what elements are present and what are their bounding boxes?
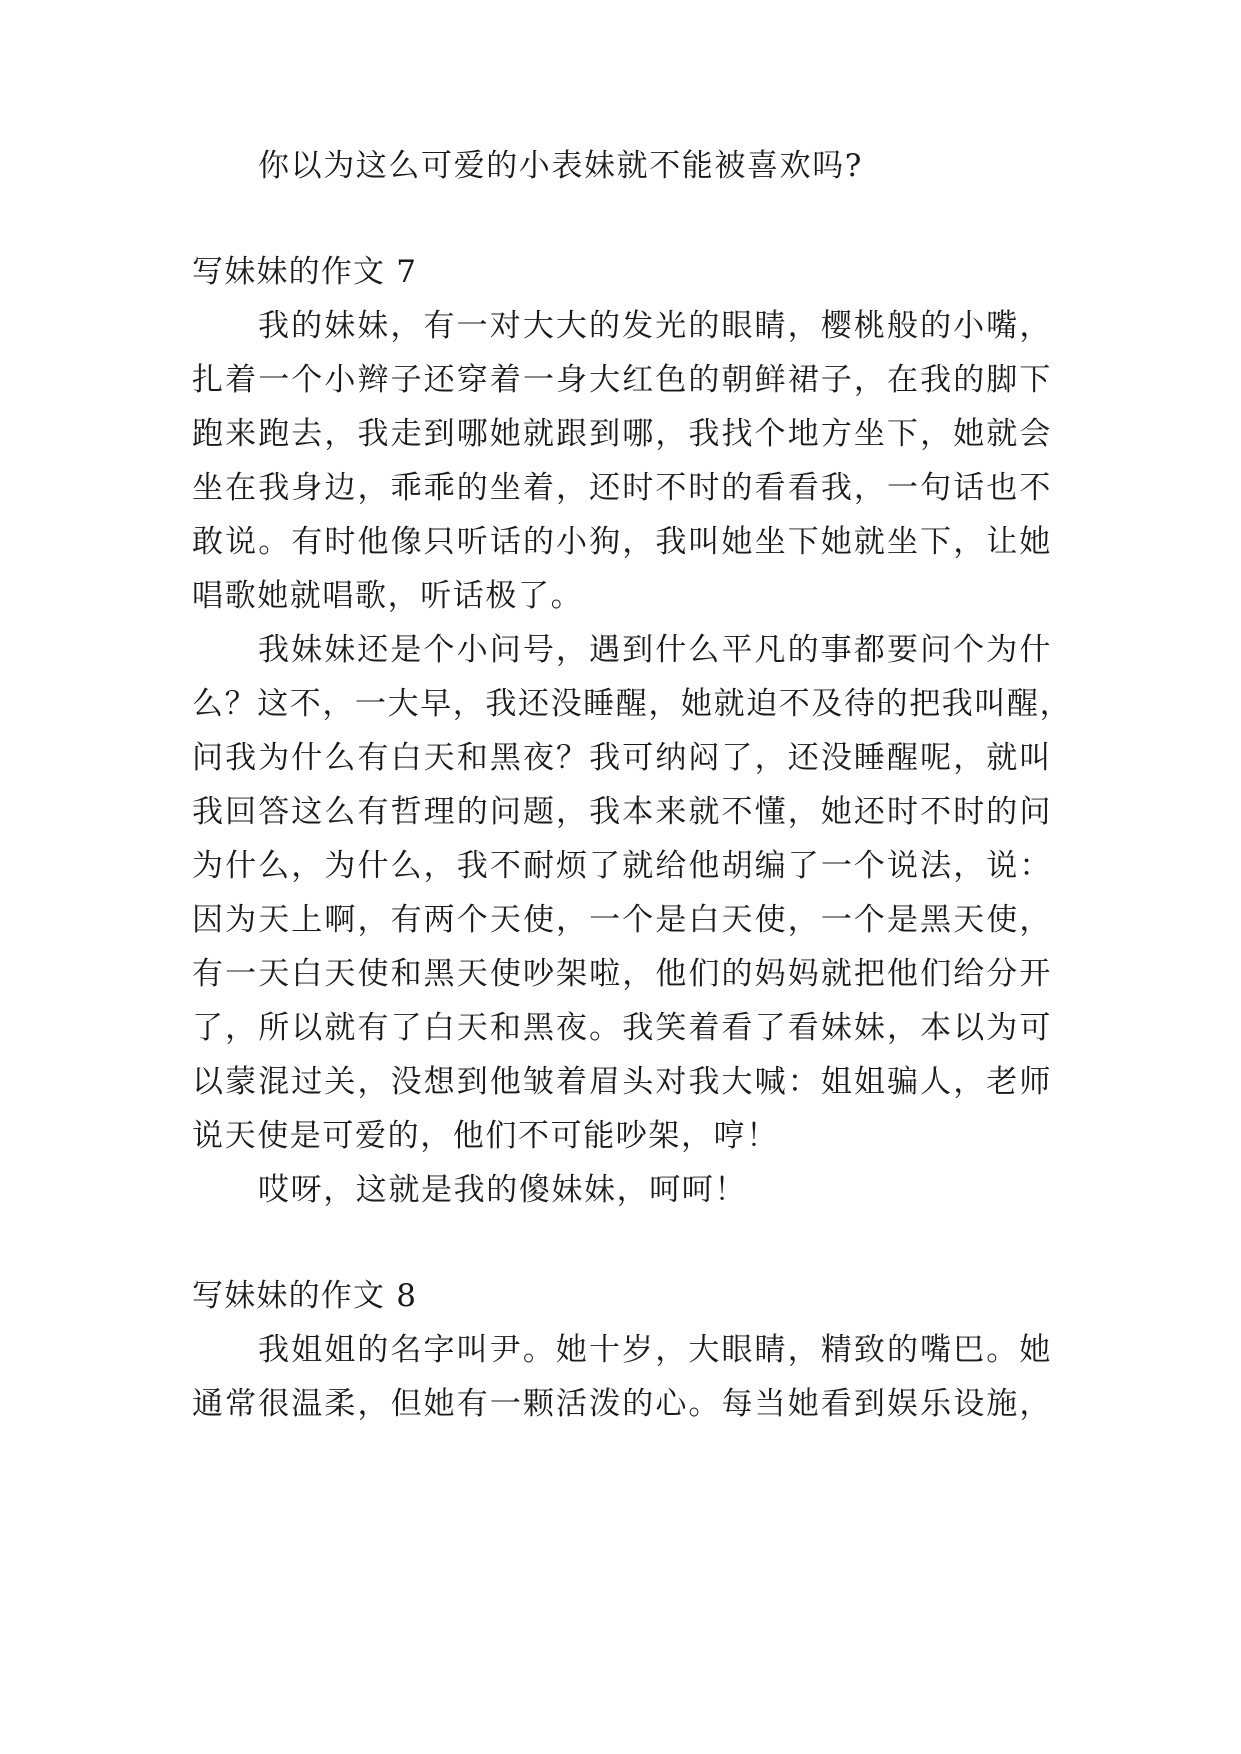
- text-line: 问我为什么有白天和黑夜？我可纳闷了，还没睡醒呢，就叫: [192, 740, 1052, 776]
- text-line: 跑来跑去，我走到哪她就跟到哪，我找个地方坐下，她就会: [192, 416, 1052, 452]
- text-line: 有一天白天使和黑天使吵架啦，他们的妈妈就把他们给分开: [192, 956, 1052, 992]
- section-8-heading: 写妹妹的作文 8: [192, 1278, 418, 1314]
- text-line: 我回答这么有哲理的问题，我本来就不懂，她还时不时的问: [192, 794, 1052, 830]
- text-line: 我妹妹还是个小问号，遇到什么平凡的事都要问个为什: [258, 632, 1052, 668]
- text-line: 我姐姐的名字叫尹。她十岁，大眼睛，精致的嘴巴。她: [258, 1332, 1052, 1368]
- text-line: 为什么，为什么，我不耐烦了就给他胡编了一个说法，说：: [192, 848, 1052, 884]
- text-line: 因为天上啊，有两个天使，一个是白天使，一个是黑天使，: [192, 902, 1052, 938]
- text-line: 了，所以就有了白天和黑夜。我笑着看了看妹妹，本以为可: [192, 1010, 1052, 1046]
- text-line: 敢说。有时他像只听话的小狗，我叫她坐下她就坐下，让她: [192, 524, 1052, 560]
- section-7-heading: 写妹妹的作文 7: [192, 254, 418, 290]
- text-line: 通常很温柔，但她有一颗活泼的心。每当她看到娱乐设施，: [192, 1386, 1052, 1422]
- text-line: 以蒙混过关，没想到他皱着眉头对我大喊：姐姐骗人，老师: [192, 1064, 1052, 1100]
- text-line: 扎着一个小辫子还穿着一身大红色的朝鲜裙子，在我的脚下: [192, 362, 1052, 398]
- text-line: 唱歌她就唱歌，听话极了。: [192, 578, 584, 614]
- text-line: 说天使是可爱的，他们不可能吵架，哼！: [192, 1118, 779, 1154]
- text-line: 么？这不，一大早，我还没睡醒，她就迫不及待的把我叫醒，: [192, 686, 1073, 722]
- text-line: 坐在我身边，乖乖的坐着，还时不时的看看我，一句话也不: [192, 470, 1052, 506]
- text-line: 我的妹妹，有一对大大的发光的眼睛，樱桃般的小嘴，: [258, 308, 1052, 344]
- intro-line: 你以为这么可爱的小表妹就不能被喜欢吗?: [258, 148, 864, 184]
- text-line: 哎呀，这就是我的傻妹妹，呵呵！: [258, 1172, 747, 1208]
